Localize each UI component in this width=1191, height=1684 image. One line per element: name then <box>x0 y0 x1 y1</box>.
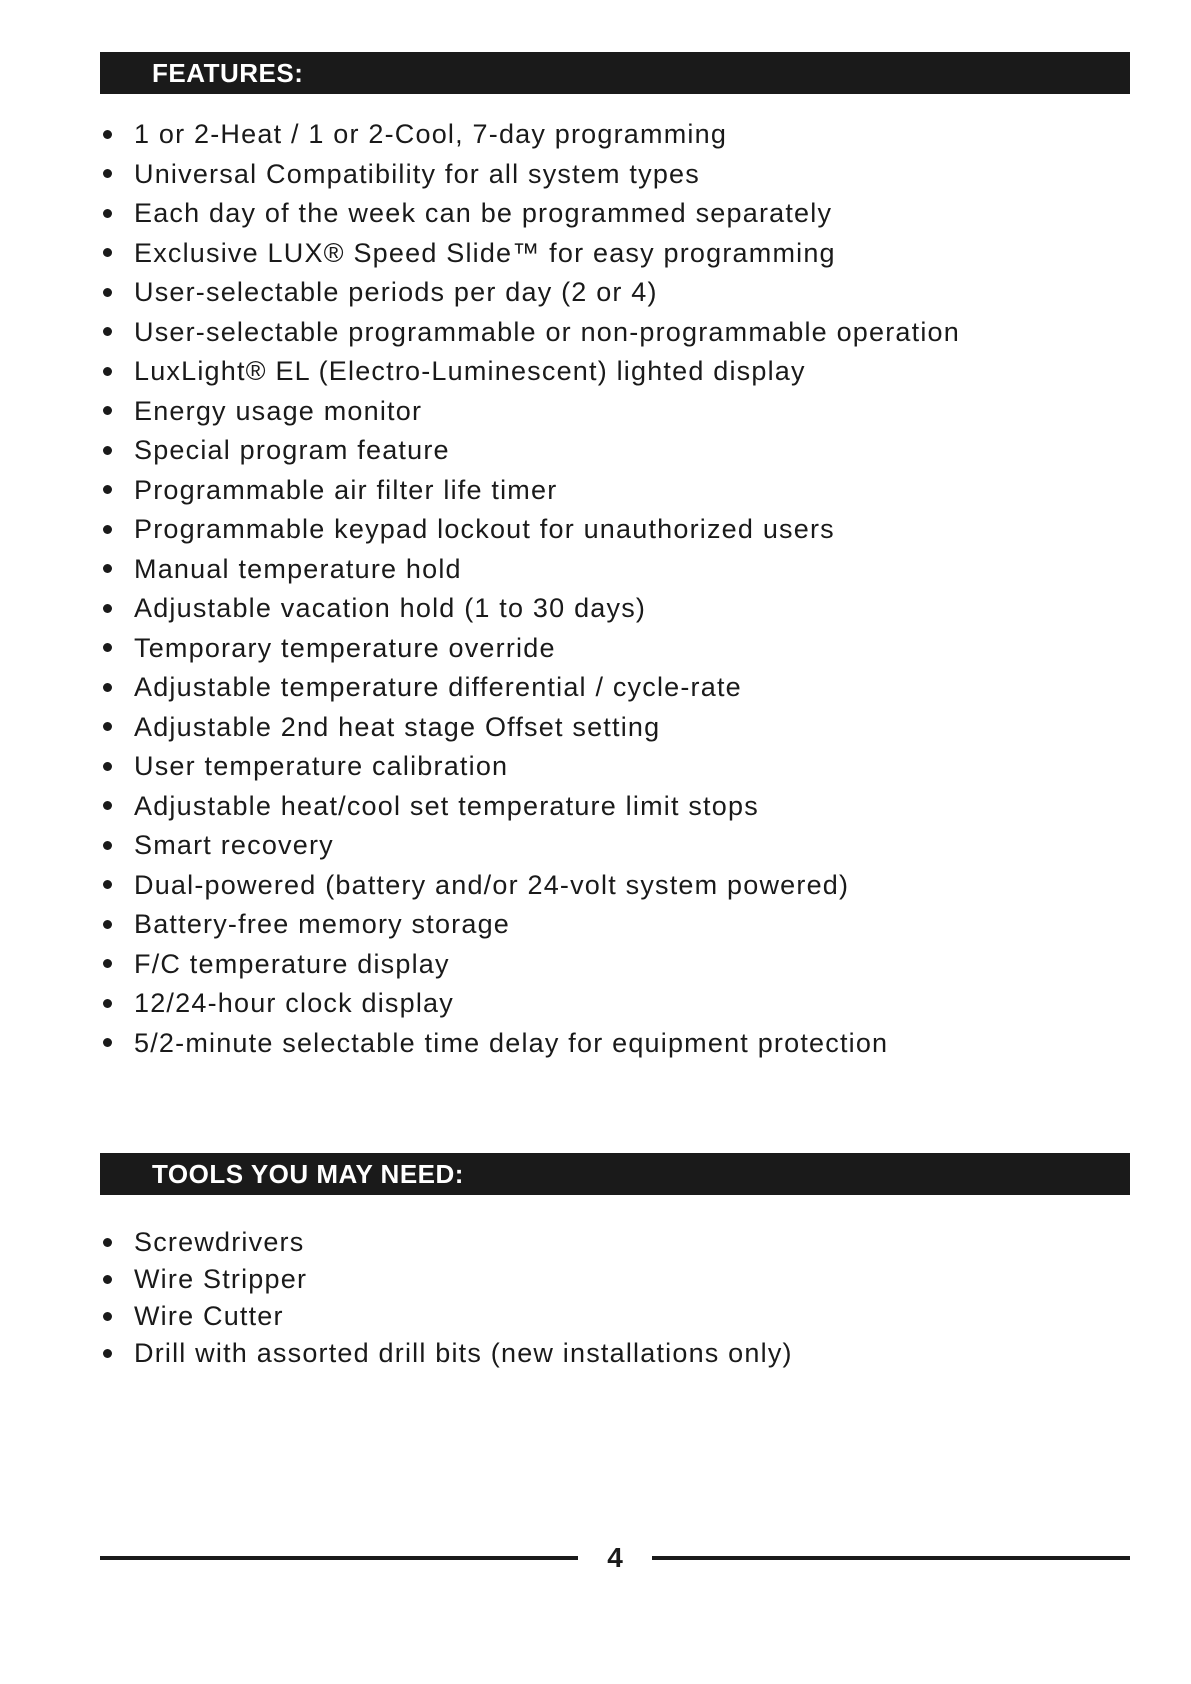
list-item <box>100 1335 1130 1372</box>
feature-text: Adjustable vacation hold (1 to 30 days) <box>134 593 647 623</box>
bullet-icon <box>103 880 112 889</box>
feature-text: 5/2-minute selectable time delay for equipment protection <box>134 1027 889 1058</box>
list-item <box>100 589 1130 629</box>
bullet-icon <box>103 762 112 771</box>
bullet-icon <box>103 169 112 178</box>
feature-text: F/C temperature display <box>134 948 450 979</box>
bullet-icon <box>103 1312 112 1321</box>
feature-text: Dual-powered (battery and/or 24-volt system powered) <box>134 869 850 900</box>
list-item <box>100 155 1130 195</box>
list-item <box>100 708 1130 748</box>
list-item <box>100 1224 1130 1261</box>
feature-text: Energy usage monitor <box>134 395 423 426</box>
tools-heading: TOOLS YOU MAY NEED: <box>100 1153 1130 1195</box>
bullet-icon <box>103 248 112 257</box>
feature-text: Exclusive LUX® Speed Slide™ for easy programming <box>134 237 836 268</box>
bullet-icon <box>103 288 112 297</box>
features-heading: FEATURES: <box>100 52 1130 94</box>
feature-text: Adjustable 2nd heat stage Offset setting <box>134 711 661 742</box>
page-number: 4 <box>607 1542 623 1573</box>
bullet-icon <box>103 683 112 692</box>
list-item <box>100 1024 1130 1064</box>
feature-text: User-selectable periods per day (2 or 4) <box>134 277 658 307</box>
list-item <box>100 431 1130 471</box>
bullet-icon <box>103 130 112 139</box>
bullet-icon <box>103 367 112 376</box>
bullet-icon <box>103 525 112 534</box>
tool-text: Wire Stripper <box>134 1264 308 1294</box>
feature-text: User-selectable programmable or non-programmable operation <box>134 316 960 347</box>
bullet-icon <box>103 920 112 929</box>
bullet-icon <box>103 999 112 1008</box>
bullet-icon <box>103 446 112 455</box>
list-item <box>100 945 1130 985</box>
list-item <box>100 629 1130 669</box>
bullet-icon <box>103 722 112 731</box>
tool-text: Screwdrivers <box>134 1227 305 1257</box>
feature-text: Programmable air filter life timer <box>134 474 558 505</box>
bullet-icon <box>103 485 112 494</box>
feature-text: Programmable keypad lockout for unauthorized users <box>134 514 835 544</box>
feature-text: Smart recovery <box>134 830 334 860</box>
feature-text: User temperature calibration <box>134 751 509 781</box>
bullet-icon <box>103 959 112 968</box>
tool-text: Wire Cutter <box>134 1301 284 1331</box>
bullet-icon <box>103 209 112 218</box>
tool-text: Drill with assorted drill bits (new installations only) <box>134 1338 793 1368</box>
bullet-icon <box>103 1038 112 1047</box>
bullet-icon <box>103 604 112 613</box>
feature-text: Each day of the week can be programmed separately <box>134 198 833 228</box>
feature-text: 12/24-hour clock display <box>134 988 454 1018</box>
bullet-icon <box>103 1349 112 1358</box>
feature-text: Adjustable temperature differential / cycle-rate <box>134 672 742 702</box>
feature-text: 1 or 2-Heat / 1 or 2-Cool, 7-day programming <box>134 119 728 149</box>
list-item <box>100 1298 1130 1335</box>
bullet-icon <box>103 564 112 573</box>
list-item <box>100 115 1130 155</box>
feature-text: Temporary temperature override <box>134 632 556 663</box>
list-item <box>100 984 1130 1024</box>
list-item <box>100 471 1130 511</box>
footer-rule-left <box>100 1556 578 1560</box>
tools-list <box>100 1224 1130 1372</box>
feature-text: Battery-free memory storage <box>134 909 511 939</box>
footer-rule-right <box>652 1556 1130 1560</box>
feature-text: Manual temperature hold <box>134 553 462 584</box>
bullet-icon <box>103 1275 112 1284</box>
feature-text: LuxLight® EL (Electro-Luminescent) lighted display <box>134 356 806 386</box>
bullet-icon <box>103 406 112 415</box>
bullet-icon <box>103 1238 112 1247</box>
list-item <box>100 747 1130 787</box>
list-item <box>100 273 1130 313</box>
list-item <box>100 826 1130 866</box>
feature-text: Universal Compatibility for all system types <box>134 158 700 189</box>
list-item <box>100 392 1130 432</box>
list-item <box>100 866 1130 906</box>
features-list <box>100 115 1130 1063</box>
list-item <box>100 550 1130 590</box>
bullet-icon <box>103 327 112 336</box>
list-item <box>100 313 1130 353</box>
list-item <box>100 668 1130 708</box>
feature-text: Special program feature <box>134 435 450 465</box>
bullet-icon <box>103 643 112 652</box>
list-item <box>100 194 1130 234</box>
list-item <box>100 787 1130 827</box>
bullet-icon <box>103 841 112 850</box>
feature-text: Adjustable heat/cool set temperature limit stops <box>134 790 759 821</box>
list-item <box>100 905 1130 945</box>
list-item <box>100 234 1130 274</box>
list-item <box>100 1261 1130 1298</box>
list-item <box>100 510 1130 550</box>
list-item <box>100 352 1130 392</box>
bullet-icon <box>103 801 112 810</box>
